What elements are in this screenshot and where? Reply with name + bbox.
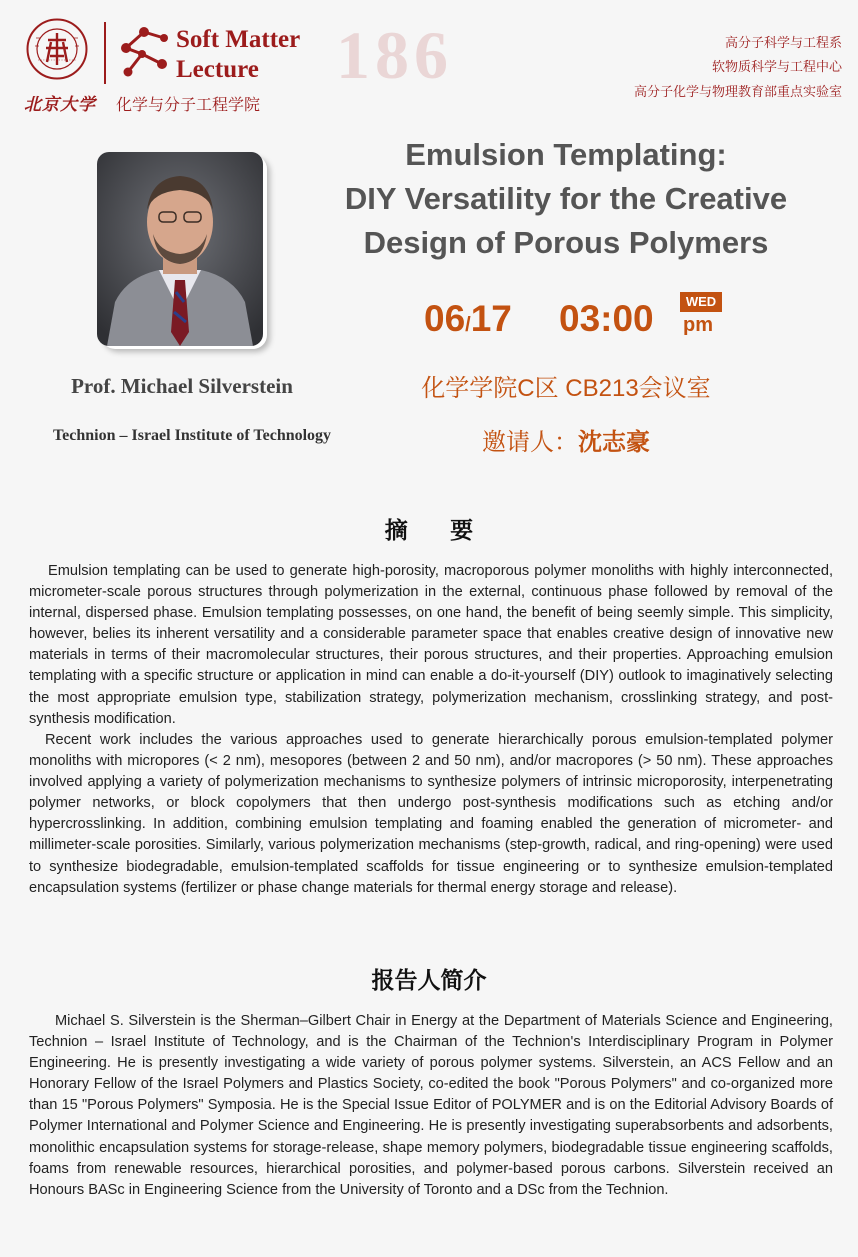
date-day: 17 [470,298,512,339]
series-title-line2: Lecture [176,56,259,83]
host-line [482,422,650,457]
bio-paragraph: Michael S. Silverstein is the Sherman–Gilbert Chair in Energy at the Department of Materials Science and Engineering, Technion – Israel Institute of Technology, and is the Chairman of the Technion's Interdisciplinary Program in Polymer Engineering. He is presently investigating a wide variety of porous polymer systems. Silverstein, an ACS Fellow and an Honorary Fellow of the Israel Polymers and Plastics Society, co-edited the book "Porous Polymers" and co-organized more than 15 "Porous Polymers" Symposia. He is the Special Issue Editor of POLYMER and is on the Editorial Advisory Boards of Polymer International and Polymer Science and Engineering. He is presently investigating superabsorbents and adsorbents, monolithic encapsulation systems for storage-release, shape memory polymers, biodegradable tissue engineering scaffolds, foams from renewable resources, hierarchical porosities, and polymer-based porous carbons. Silverstein received an Honours BASc in Engineering Science from the University of Toronto and a DSc from the Technion. [29,1013,833,1198]
speaker-institution: Technion – Israel Institute of Technology [52,427,332,444]
series-title-line1: Soft Matter [176,26,301,53]
date-month: 06 [424,298,466,339]
talk-venue: 化学学院C区 CB213会议室 [421,375,711,402]
organizer-line: 软物质科学与工程中心 [711,59,842,74]
speaker-name: Prof. Michael Silverstein [71,374,293,398]
molecule-network-icon [118,24,170,80]
talk-time: 03:00 [559,298,654,339]
organizer-line: 高分子科学与工程系 [724,35,842,50]
abstract-paragraph: Emulsion templating can be used to generate high-porosity, macroporous polymer monoliths with highly interconnected, micrometer-scale porous structures through polymerization in the external, continuous phase followed by removal of the internal, dispersed phase. Emulsion templating possesses, on one hand, the benefit of being seemly simple. This simplicity, however, belies its inherent versatility and a considerable parameter space that enables creative design of innovative new materials in terms of their macromolecular structures, their porous structures, and their properties. Approaching emulsion templating with a specific structure or application in mind can enable a do-it-yourself (DIY) outlook to imaginatively selecting the most appropriate emulsion type, stabilization strategy, polymerization mechanism, crosslinking strategy, and post-synthesis modification. [29,563,833,727]
abstract-paragraph: Recent work includes the various approaches used to generate hierarchically porous emulsion-templated polymer monoliths with micropores (< 2 nm), mesopores (between 2 and 50 nm), and/or macropores (> 50 nm). These approaches involved applying a variety of polymerization mechanisms to synthesize polymers of intrinsic microporosity, interpenetrating polymer networks, or block copolymers that then undergo post-synthesis modifications such as etching and/or hypercrosslinking. In addition, combining emulsion templating and foaming enabled the generation of micrometer- and millimeter-scale porosities. Similarly, various polymerization mechanisms (step-growth, radical, and ring-opening) were used to synthesize biodegradable, emulsion-templated scaffolds for tissue engineering or to synthesize emulsion-templated encapsulation systems (fertilizer or phase change materials for thermal energy storage and release). [29,732,833,896]
host-name: 沈志豪 [578,429,650,456]
speaker-photo [97,152,263,346]
school-name: 化学与分子工程学院 [116,97,261,114]
talk-title-line: Emulsion Templating: [405,137,727,172]
talk-title-line: DIY Versatility for the Creative [344,181,788,216]
header-divider [104,22,106,84]
abstract-heading: 摘 要 [384,517,492,543]
bio-heading: 报告人简介 [371,967,487,993]
talk-date [424,298,512,340]
date-separator: / [465,314,471,336]
talk-title-line: Design of Porous Polymers [363,225,769,260]
lecture-number: 186 [336,17,453,93]
time-period: pm [683,314,713,336]
host-label: 邀请人： [482,429,578,456]
weekday-badge: WED [680,292,722,312]
organizer-line: 高分子化学与物理教育部重点实验室 [633,84,842,99]
university-name: 北京大学 [24,95,96,115]
university-seal-logo [26,18,88,80]
